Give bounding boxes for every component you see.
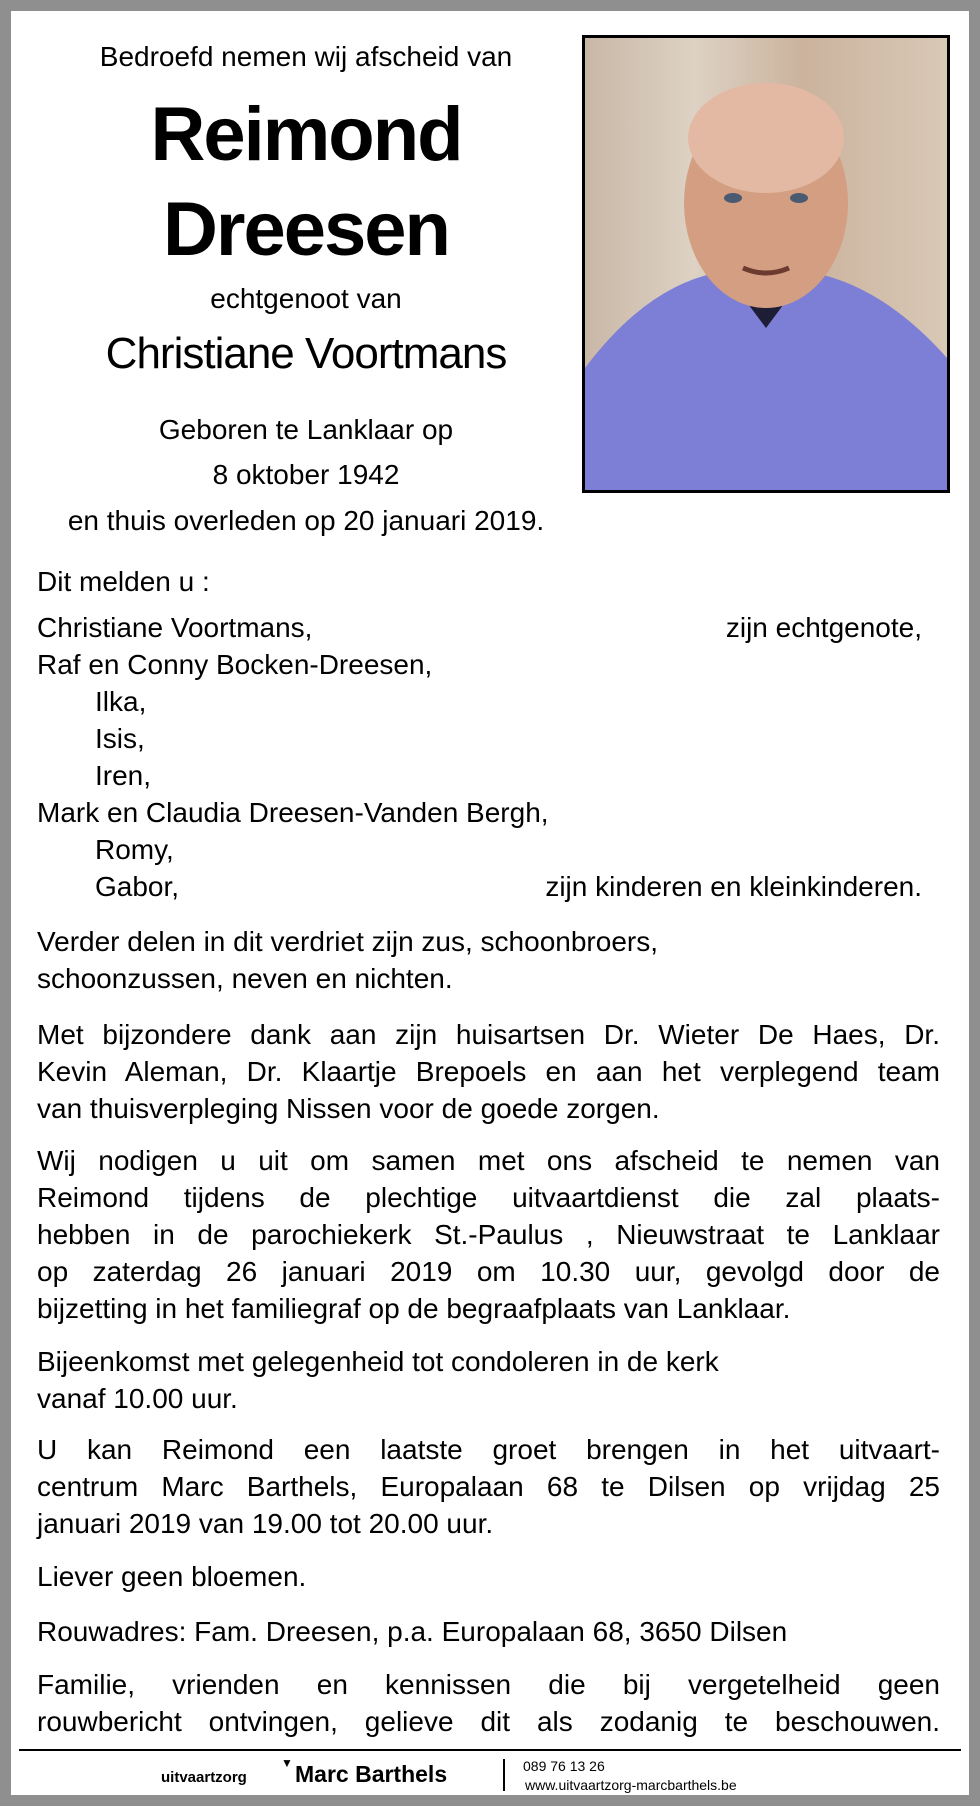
paragraph-line: op zaterdag 26 januari 2019 om 10.30 uur, gevolgd door de — [37, 1256, 940, 1287]
announce-intro: Dit melden u : — [37, 566, 210, 597]
family-member-name: Gabor, — [95, 871, 180, 902]
family-member-row — [37, 757, 940, 794]
obituary-card — [11, 11, 969, 1795]
paragraph-verder — [37, 923, 940, 997]
paragraph-familie — [37, 1666, 940, 1740]
no-flowers-text: Liever geen bloemen. — [37, 1561, 307, 1592]
brand-prefix: uitvaartzorg — [161, 1769, 247, 1786]
paragraph-line: Kevin Aleman, Dr. Klaartje Brepoels en aan het verplegend team — [37, 1056, 940, 1087]
born-line-1: Geboren te Lanklaar op — [158, 414, 454, 445]
paragraph-line: hebben in de parochiekerk St.-Paulus , Nieuwstraat te Lanklaar — [37, 1219, 940, 1250]
footer-divider — [19, 1749, 961, 1751]
family-member-name: Romy, — [95, 834, 174, 865]
portrait-photo — [582, 35, 950, 493]
paragraph-line: Reimond tijdens de plechtige uitvaartdienst die zal plaats- — [37, 1182, 940, 1213]
family-member-row — [37, 794, 940, 831]
paragraph-line: centrum Marc Barthels, Europalaan 68 te Dilsen op vrijdag 25 — [37, 1471, 940, 1502]
website-link[interactable]: www.uitvaartzorg-marcbarthels.be — [525, 1777, 737, 1793]
spouse-label: echtgenoot van — [210, 283, 402, 314]
paragraph-groet — [37, 1431, 940, 1542]
last-name: Dreesen — [163, 187, 449, 272]
family-member-name: Iren, — [95, 760, 152, 791]
first-name: Reimond — [150, 92, 462, 177]
paragraph-line: januari 2019 van 19.00 tot 20.00 uur. — [37, 1508, 494, 1539]
family-member-row — [37, 683, 940, 720]
paragraph-line: Verder delen in dit verdriet zijn zus, schoonbroers, — [37, 926, 658, 957]
paragraph-line: vanaf 10.00 uur. — [37, 1383, 238, 1414]
paragraph-line: U kan Reimond een laatste groet brengen in het uitvaart- — [37, 1434, 940, 1465]
family-relation: zijn echtgenote, — [725, 612, 922, 643]
family-member-row — [37, 646, 940, 683]
intro-text: Bedroefd nemen wij afscheid van — [99, 41, 513, 72]
paragraph-line: rouwbericht ontvingen, gelieve dit als zodanig te beschouwen. — [37, 1706, 940, 1737]
family-member-name: Mark en Claudia Dreesen-Vanden Bergh, — [37, 797, 549, 828]
family-list — [37, 609, 940, 905]
paragraph-line: Met bijzondere dank aan zijn huisartsen Dr. Wieter De Haes, Dr. — [37, 1019, 940, 1050]
born-line-2: 8 oktober 1942 — [212, 459, 400, 490]
paragraph-line: Wij nodigen u uit om samen met ons afscheid te nemen van — [37, 1145, 940, 1176]
family-member-row — [37, 720, 940, 757]
paragraph-line: Bijeenkomst met gelegenheid tot condoleren in de kerk — [37, 1346, 719, 1377]
paragraph-dank — [37, 1016, 940, 1127]
family-member-name: Christiane Voortmans, — [37, 612, 313, 643]
paragraph-line: van thuisverpleging Nissen voor de goede zorgen. — [37, 1093, 660, 1124]
family-member-row — [37, 831, 940, 868]
family-member-name: Isis, — [95, 723, 145, 754]
family-member-row — [37, 609, 940, 646]
spouse-name: Christiane Voortmans — [105, 329, 507, 378]
paragraph-line: Familie, vrienden en kennissen die bij vergetelheid geen — [37, 1669, 940, 1700]
family-member-name: Ilka, — [95, 686, 147, 717]
paragraph-line: bijzetting in het familiegraf op de begraafplaats van Lanklaar. — [37, 1293, 791, 1324]
died-line: en thuis overleden op 20 januari 2019. — [67, 505, 545, 536]
paragraph-bijeenkomst — [37, 1343, 940, 1417]
family-relation: zijn kinderen en kleinkinderen. — [545, 871, 922, 902]
address-text: Rouwadres: Fam. Dreesen, p.a. Europalaan 68, 3650 Dilsen — [37, 1616, 788, 1647]
family-member-row — [37, 868, 940, 905]
footer-separator — [503, 1759, 505, 1791]
brand-name: Marc Barthels — [295, 1761, 448, 1787]
triangle-icon: ▼ — [281, 1756, 293, 1770]
paragraph-line: schoonzussen, neven en nichten. — [37, 963, 453, 994]
family-member-name: Raf en Conny Bocken-Dreesen, — [37, 649, 433, 680]
phone-number: 089 76 13 26 — [523, 1758, 605, 1774]
paragraph-dienst — [37, 1142, 940, 1327]
